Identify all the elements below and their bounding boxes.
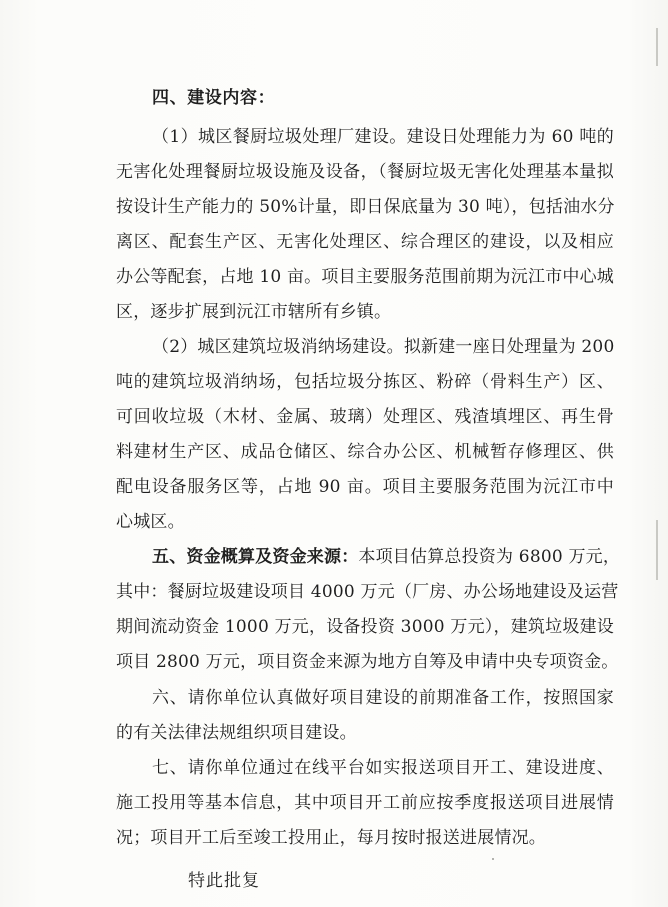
item2-line: 吨的建筑垃圾消纳场，包括垃圾分拣区、粉碎（骨料生产）区、 bbox=[116, 372, 614, 392]
section5-line: 期间流动资金 1000 万元，设备投资 3000 万元），建筑垃圾建设 bbox=[116, 617, 614, 637]
item1-line: 离区、配套生产区、无害化处理区、综合理区的建设，以及相应 bbox=[116, 232, 614, 252]
section4-heading: 四、建设内容： bbox=[152, 88, 276, 108]
section5-first-line bbox=[152, 547, 621, 567]
item2-line: 可回收垃圾（木材、金属、玻璃）处理区、残渣填埋区、再生骨 bbox=[116, 407, 614, 427]
item2-line: （2）城区建筑垃圾消纳场建设。拟新建一座日处理量为 200 bbox=[152, 337, 615, 357]
closing-text: 特此批复 bbox=[188, 871, 260, 891]
section7-line: 施工投用等基本信息，其中项目开工前应按季度报送项目进展情 bbox=[116, 793, 614, 813]
item1-line: 办公等配套，占地 10 亩。项目主要服务范围前期为沅江市中心城 bbox=[116, 267, 614, 287]
section5-line: 其中：餐厨垃圾建设项目 4000 万元（厂房、办公场地建设及运营 bbox=[116, 582, 619, 602]
scan-speck bbox=[492, 858, 494, 860]
item2-line: 配电设备服务区等，占地 90 亩。项目主要服务范围为沅江市中 bbox=[116, 477, 614, 497]
item1-line: 按设计生产能力的 50%计量，即日保底量为 30 吨），包括油水分 bbox=[116, 197, 615, 217]
section5-heading: 五、资金概算及资金来源： bbox=[152, 547, 359, 567]
section5-line: 项目 2800 万元，项目资金来源为地方自筹及申请中央专项资金。 bbox=[116, 652, 619, 672]
scan-edge-mark bbox=[656, 520, 658, 580]
section5-first-rest: 本项目估算总投资为 6800 万元， bbox=[358, 547, 621, 567]
section7-line: 七、请你单位通过在线平台如实报送项目开工、建设进度、 bbox=[152, 758, 614, 778]
item2-line: 料建材生产区、成品仓储区、综合办公区、机械暂存修理区、供 bbox=[116, 442, 614, 462]
section6-line: 的有关法律法规组织项目建设。 bbox=[116, 723, 357, 743]
item2-line: 心城区。 bbox=[116, 512, 185, 532]
item1-line: 区，逐步扩展到沅江市辖所有乡镇。 bbox=[116, 302, 392, 322]
scan-edge-mark bbox=[656, 28, 658, 66]
section7-line: 况；项目开工后至竣工投用止，每月按时报送进展情况。 bbox=[116, 828, 546, 848]
section6-line: 六、请你单位认真做好项目建设的前期准备工作，按照国家 bbox=[152, 688, 614, 708]
item1-line: 无害化处理餐厨垃圾设施及设备，（餐厨垃圾无害化处理基本量拟 bbox=[116, 162, 614, 182]
item1-line: （1）城区餐厨垃圾处理厂建设。建设日处理能力为 60 吨的 bbox=[152, 127, 614, 147]
